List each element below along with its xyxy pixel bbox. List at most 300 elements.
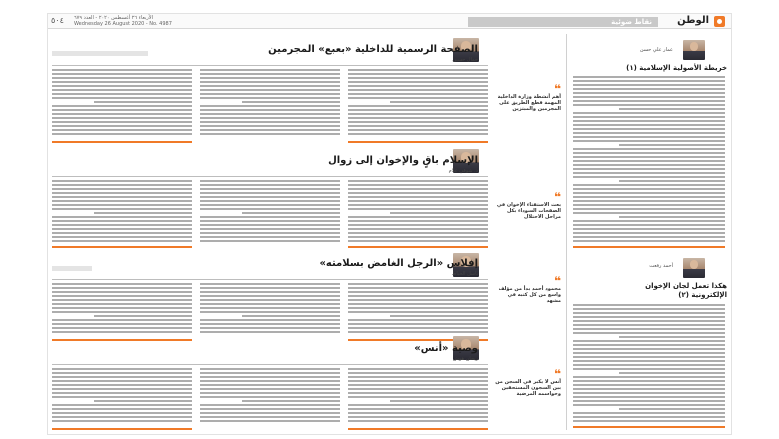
body-text-line (619, 372, 725, 374)
body-text-line (52, 319, 192, 321)
body-text-line (200, 85, 340, 87)
body-text-line (348, 129, 488, 131)
body-text-line (200, 192, 340, 194)
body-text-line (52, 396, 192, 398)
body-text-line (52, 416, 192, 418)
body-text-line (94, 212, 192, 214)
body-text-line (573, 80, 725, 82)
body-text-line (348, 188, 488, 190)
body-text-line (573, 172, 725, 174)
body-text-line (52, 192, 192, 194)
body-text-line (200, 220, 340, 222)
body-text-line (619, 336, 725, 338)
body-text-line (52, 224, 192, 226)
body-text-line (348, 311, 488, 313)
sidebar-2-body (573, 304, 725, 424)
body-text-line (348, 97, 488, 99)
body-text-line (200, 376, 340, 378)
article-1-rule (52, 65, 488, 66)
article-2-col-1 (348, 180, 488, 244)
body-text-line (348, 200, 488, 202)
article-3-col-2 (200, 283, 340, 337)
body-text-line (52, 97, 192, 99)
body-text-line (200, 228, 340, 230)
body-text-line (348, 196, 488, 198)
body-text-line (573, 136, 725, 138)
body-text-line (348, 412, 488, 414)
body-text-line (52, 331, 192, 333)
body-text-line (619, 144, 725, 146)
body-text-line (52, 69, 192, 71)
body-text-line (200, 303, 340, 305)
body-text-line (200, 97, 340, 99)
body-text-line (348, 216, 488, 218)
body-text-line (52, 105, 192, 107)
body-text-line (52, 196, 192, 198)
body-text-line (200, 69, 340, 71)
body-text-line (200, 408, 340, 410)
body-text-line (52, 307, 192, 309)
body-text-line (52, 372, 192, 374)
body-text-line (52, 184, 192, 186)
body-text-line (573, 208, 725, 210)
body-text-line (573, 324, 725, 326)
body-text-line (52, 408, 192, 410)
body-text-line (200, 204, 340, 206)
body-text-line (94, 101, 192, 103)
article-3-pullquote (495, 276, 561, 304)
body-text-line (573, 364, 725, 366)
body-text-line (573, 380, 725, 382)
body-text-line (573, 352, 725, 354)
body-text-line (200, 224, 340, 226)
body-text-line (52, 420, 192, 422)
article-1-underline (52, 141, 192, 143)
body-text-line (200, 216, 340, 218)
body-text-line (348, 93, 488, 95)
body-text-line (348, 416, 488, 418)
body-text-line (573, 224, 725, 226)
body-text-line (348, 236, 488, 238)
body-text-line (348, 323, 488, 325)
body-text-line (200, 412, 340, 414)
body-text-line (52, 327, 192, 329)
sidebar-2-underline (573, 426, 725, 428)
body-text-line (573, 96, 725, 98)
body-text-line (573, 192, 725, 194)
body-text-line (52, 188, 192, 190)
page-number: ٥٠٤ (51, 16, 64, 25)
body-text-line (573, 344, 725, 346)
body-text-line (348, 208, 488, 210)
body-text-line (52, 392, 192, 394)
body-text-line (52, 295, 192, 297)
body-text-line (52, 117, 192, 119)
body-text-line (52, 283, 192, 285)
body-text-line (348, 121, 488, 123)
body-text-line (52, 291, 192, 293)
body-text-line (200, 392, 340, 394)
body-text-line (348, 368, 488, 370)
body-text-line (200, 331, 340, 333)
body-text-line (573, 356, 725, 358)
article-4-col-2 (200, 368, 340, 426)
body-text-line (200, 240, 340, 242)
body-text-line (573, 132, 725, 134)
body-text-line (52, 89, 192, 91)
dateline-english: Wednesday 26 August 2020 - No. 4987 (74, 21, 172, 27)
body-text-line (573, 176, 725, 178)
body-text-line (200, 299, 340, 301)
sidebar-1-title: خريطة الأصولية الإسلامية (١) (626, 64, 727, 72)
body-text-line (573, 236, 725, 238)
body-text-line (573, 116, 725, 118)
body-text-line (52, 384, 192, 386)
body-text-line (200, 121, 340, 123)
article-2-rule (52, 176, 488, 177)
body-text-line (573, 76, 725, 78)
sidebar-1-body (573, 76, 725, 244)
body-text-line (573, 168, 725, 170)
body-text-line (200, 196, 340, 198)
body-text-line (200, 380, 340, 382)
body-text-line (52, 228, 192, 230)
body-text-line (348, 380, 488, 382)
article-1-pullquote-text: أهم أنشطة وزارة الداخلية المهمة قطع الطريق على المجرمين والمبتزين (497, 94, 561, 112)
body-text-line (52, 299, 192, 301)
body-text-line (573, 416, 725, 418)
section-bar (468, 17, 658, 27)
body-text-line (573, 376, 725, 378)
body-text-line (573, 128, 725, 130)
body-text-line (52, 180, 192, 182)
body-text-line (200, 396, 340, 398)
body-text-line (52, 77, 192, 79)
sidebar-1-author: عمار علي حسن (639, 47, 673, 53)
body-text-line (348, 283, 488, 285)
dateline-arabic: الأربعاء ٢٦ أغسطس ٢٠٢٠ - العدد ٦٧٩ (74, 15, 153, 21)
body-text-line (573, 420, 725, 422)
body-text-line (52, 121, 192, 123)
body-text-line (573, 328, 725, 330)
body-text-line (200, 291, 340, 293)
newspaper-page (47, 13, 732, 435)
body-text-line (348, 73, 488, 75)
body-text-line (52, 109, 192, 111)
quote-mark-icon: ❝ (553, 190, 561, 204)
article-1-col-1 (348, 69, 488, 139)
sidebar-2-title: هكذا تعمل لجان الإخوان الإلكترونية (٢) (645, 282, 727, 299)
body-text-line (200, 319, 340, 321)
body-text-line (52, 81, 192, 83)
body-text-line (573, 368, 725, 370)
body-text-line (348, 220, 488, 222)
body-text-line (348, 113, 488, 115)
article-4-rule (52, 364, 488, 365)
body-text-line (200, 105, 340, 107)
article-1-col-3 (52, 69, 192, 139)
body-text-line (200, 180, 340, 182)
body-text-line (200, 327, 340, 329)
body-text-line (200, 372, 340, 374)
body-text-line (52, 376, 192, 378)
body-text-line (200, 125, 340, 127)
body-text-line (573, 228, 725, 230)
body-text-line (200, 388, 340, 390)
body-text-line (348, 396, 488, 398)
body-text-line (348, 69, 488, 71)
body-text-line (200, 307, 340, 309)
body-text-line (348, 81, 488, 83)
article-1-col-2 (200, 69, 340, 139)
body-text-line (348, 388, 488, 390)
section-label: نقاط ضوئية (611, 18, 652, 26)
body-text-line (573, 204, 725, 206)
body-text-line (200, 113, 340, 115)
article-2-underline (52, 246, 192, 248)
body-text-line (52, 311, 192, 313)
body-text-line (573, 160, 725, 162)
body-text-line (573, 348, 725, 350)
body-text-line (348, 133, 488, 135)
quote-mark-icon: ❝ (553, 82, 561, 96)
quote-mark-icon: ❝ (553, 274, 561, 288)
article-4-byline: ريحان هوش (452, 356, 478, 362)
body-text-line (573, 240, 725, 242)
body-text-line (348, 392, 488, 394)
body-text-line (573, 332, 725, 334)
body-text-line (348, 420, 488, 422)
article-3-byline: باسل الخياط (451, 271, 478, 277)
newspaper-logo (665, 15, 727, 27)
body-text-line (200, 109, 340, 111)
body-text-line (573, 88, 725, 90)
body-text-line (619, 180, 725, 182)
body-text-line (200, 77, 340, 79)
body-text-line (573, 92, 725, 94)
body-text-line (573, 120, 725, 122)
body-text-line (573, 152, 725, 154)
body-text-line (573, 388, 725, 390)
body-text-line (573, 340, 725, 342)
body-text-line (200, 384, 340, 386)
body-text-line (52, 220, 192, 222)
article-2-col-2 (200, 180, 340, 244)
body-text-line (200, 311, 340, 313)
body-text-line (52, 73, 192, 75)
body-text-line (52, 125, 192, 127)
sidebar-1-author-photo (683, 40, 705, 60)
body-text-line (348, 85, 488, 87)
logo-mark-icon (714, 16, 725, 27)
body-text-line (573, 400, 725, 402)
article-3-col-3 (52, 283, 192, 337)
body-text-line (573, 84, 725, 86)
body-text-line (573, 188, 725, 190)
body-text-line (348, 376, 488, 378)
body-text-line (200, 208, 340, 210)
body-text-line (200, 93, 340, 95)
body-text-line (52, 388, 192, 390)
article-2-byline: د. شوقي علام (448, 168, 478, 174)
body-text-line (573, 220, 725, 222)
body-text-line (573, 308, 725, 310)
body-text-line (52, 236, 192, 238)
body-text-line (242, 101, 340, 103)
body-text-line (348, 109, 488, 111)
article-3-headline: إفلاس «الرجل الغامض بسلامته» (319, 258, 478, 269)
body-text-line (619, 108, 725, 110)
article-2-pullquote (495, 192, 561, 220)
body-text-line (573, 200, 725, 202)
article-3-tag (52, 266, 92, 271)
body-text-line (573, 212, 725, 214)
body-text-line (573, 184, 725, 186)
body-text-line (348, 372, 488, 374)
article-1-tag (52, 51, 148, 56)
body-text-line (348, 327, 488, 329)
body-text-line (200, 323, 340, 325)
body-text-line (94, 315, 192, 317)
body-text-line (348, 192, 488, 194)
body-text-line (573, 148, 725, 150)
body-text-line (573, 100, 725, 102)
body-text-line (348, 295, 488, 297)
body-text-line (348, 89, 488, 91)
body-text-line (200, 236, 340, 238)
body-text-line (348, 287, 488, 289)
body-text-line (242, 212, 340, 214)
body-text-line (52, 303, 192, 305)
article-2-col-3 (52, 180, 192, 244)
body-text-line (200, 89, 340, 91)
body-text-line (242, 400, 340, 402)
body-text-line (200, 404, 340, 406)
article-2-pullquote-text: بعث الاستفتاء الإخوان في الصفحات السوداء بكل مراحل الاحتلال (496, 202, 561, 220)
sidebar-2-author-photo (683, 258, 705, 278)
article-4-underline (52, 428, 192, 430)
dateline (74, 15, 172, 27)
article-1-pullquote (495, 84, 561, 112)
body-text-line (348, 117, 488, 119)
body-text-line (573, 316, 725, 318)
body-text-line (348, 232, 488, 234)
article-3-col-1 (348, 283, 488, 337)
article-4-col-3 (52, 368, 192, 426)
body-text-line (573, 124, 725, 126)
body-text-line (242, 315, 340, 317)
body-text-line (52, 93, 192, 95)
body-text-line (52, 240, 192, 242)
body-text-line (200, 184, 340, 186)
article-1-headline: الصفحة الرسمية للداخلية «بعبع» المجرمين (268, 44, 478, 55)
body-text-line (200, 420, 340, 422)
body-text-line (390, 212, 488, 214)
body-text-line (573, 104, 725, 106)
body-text-line (348, 184, 488, 186)
body-text-line (573, 404, 725, 406)
body-text-line (573, 156, 725, 158)
body-text-line (200, 416, 340, 418)
body-text-line (573, 312, 725, 314)
body-text-line (348, 105, 488, 107)
body-text-line (348, 408, 488, 410)
body-text-line (573, 396, 725, 398)
body-text-line (52, 232, 192, 234)
body-text-line (573, 412, 725, 414)
body-text-line (52, 204, 192, 206)
article-4-headline: وصية «أنس» (414, 343, 478, 354)
body-text-line (200, 117, 340, 119)
body-text-line (52, 323, 192, 325)
body-text-line (200, 129, 340, 131)
article-3-rule (52, 279, 488, 280)
body-text-line (348, 291, 488, 293)
body-text-line (200, 368, 340, 370)
article-4-pullquote-text: أنس لا يكبر في السجن من بين السجون المستحقين وحواسمه المرضية (495, 379, 561, 397)
body-text-line (200, 283, 340, 285)
body-text-line (573, 112, 725, 114)
body-text-line (619, 408, 725, 410)
article-1-byline: جمال حسين (452, 57, 478, 63)
logo-text: الوطن (677, 15, 709, 26)
body-text-line (348, 307, 488, 309)
body-text-line (52, 287, 192, 289)
body-text-line (52, 404, 192, 406)
body-text-line (52, 113, 192, 115)
body-text-line (52, 368, 192, 370)
body-text-line (348, 125, 488, 127)
column-divider (566, 34, 567, 430)
masthead-strip (48, 14, 731, 29)
body-text-line (348, 204, 488, 206)
body-text-line (200, 232, 340, 234)
body-text-line (200, 81, 340, 83)
body-text-line (52, 412, 192, 414)
body-text-line (200, 188, 340, 190)
body-text-line (348, 180, 488, 182)
body-text-line (348, 404, 488, 406)
article-4-underline-2 (348, 428, 488, 430)
body-text-line (619, 216, 725, 218)
body-text-line (573, 384, 725, 386)
body-text-line (573, 164, 725, 166)
body-text-line (390, 101, 488, 103)
body-text-line (200, 200, 340, 202)
body-text-line (573, 304, 725, 306)
sidebar-2-author: أحمد رفعت (649, 263, 673, 269)
body-text-line (52, 129, 192, 131)
body-text-line (52, 216, 192, 218)
body-text-line (348, 224, 488, 226)
body-text-line (390, 315, 488, 317)
quote-mark-icon: ❝ (553, 367, 561, 381)
body-text-line (52, 208, 192, 210)
article-4-col-1 (348, 368, 488, 426)
body-text-line (348, 384, 488, 386)
article-3-pullquote-text: محمود أحمد بدأ من مؤلف واسع من كل كتبه في مشهد (498, 286, 561, 304)
body-text-line (573, 140, 725, 142)
body-text-line (52, 200, 192, 202)
body-text-line (52, 133, 192, 135)
body-text-line (390, 400, 488, 402)
body-text-line (573, 392, 725, 394)
body-text-line (348, 319, 488, 321)
body-text-line (573, 320, 725, 322)
body-text-line (200, 73, 340, 75)
body-text-line (348, 303, 488, 305)
body-text-line (348, 228, 488, 230)
